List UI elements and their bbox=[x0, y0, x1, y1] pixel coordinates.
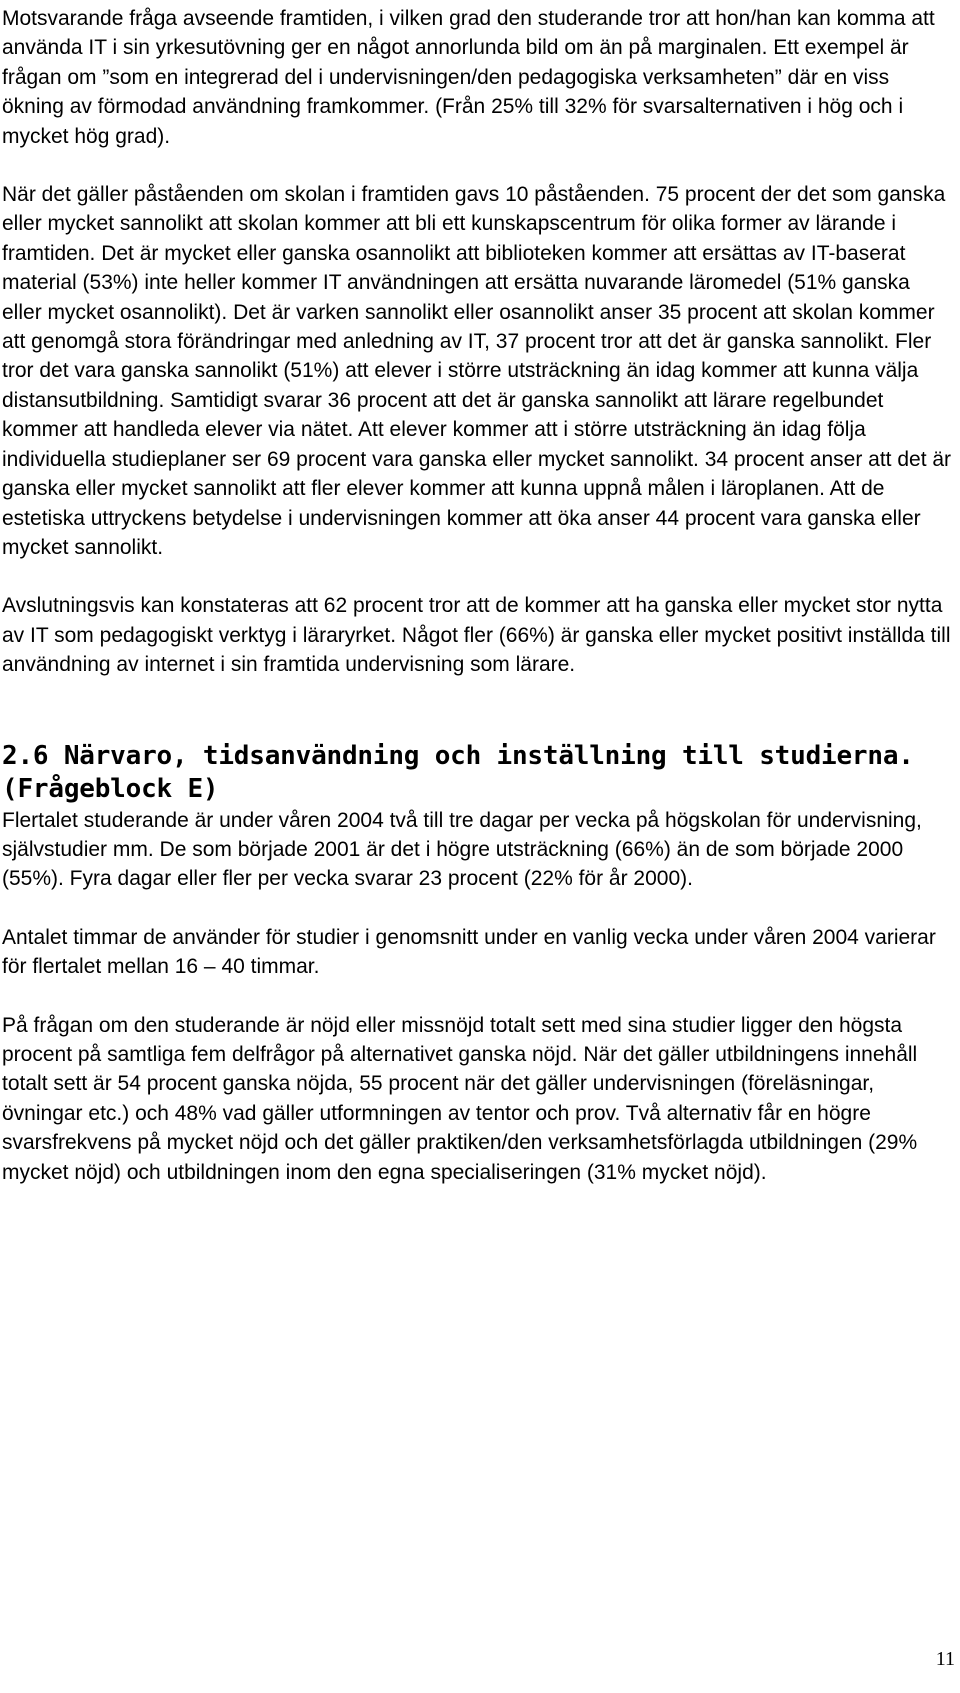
paragraph-it-future-use: Motsvarande fråga avseende framtiden, i vilken grad den studerande tror att hon/han kan komma att använda IT i sin yrkesutövning ger en något annorlunda bild om än på marginalen. Ett exempel är frågan om ”som en integrerad del i undervisningen/den pedagogiska verksamheten” där en viss ökning av förmodad användning framkommer. (Från 25% till 32% för svarsalternativen i hög och i mycket hög grad). bbox=[2, 7, 935, 148]
paragraph-gap bbox=[2, 982, 952, 1011]
paragraph-attendance: Flertalet studerande är under våren 2004 två till tre dagar per vecka på högskolan för undervisning, självstudier mm. De som började 2001 är det i högre utsträckning (66%) än de som började 2000 (55%). Fyra dagar eller fler per vecka svarar 23 procent (22% för år 2000). bbox=[2, 808, 922, 891]
paragraph-gap bbox=[2, 151, 952, 180]
paragraph-gap bbox=[2, 562, 952, 591]
section-gap bbox=[2, 680, 952, 740]
page-number: 11 bbox=[935, 1648, 955, 1670]
paragraph-satisfaction: På frågan om den studerande är nöjd eller missnöjd totalt sett med sina studier ligger den högsta procent på samtliga fem delfrågor på alternativet ganska nöjd. När det gäller utbildningens innehåll totalt sett är 54 procent ganska nöjda, 55 procent när det gäller undervisningen (föreläsningar, övningar etc.) och 48% vad gäller utformningen av tentor och prov. Två alternativ får en högre svarsfrekvens på mycket nöjd och det gäller praktiken/den verksamhetsförlagda utbildningen (29% mycket nöjd) och utbildningen inom den egna specialiseringen (31% mycket nöjd). bbox=[2, 1013, 918, 1184]
paragraph-study-hours: Antalet timmar de använder för studier i genomsnitt under en vanlig vecka under våren 2004 varierar för flertalet mellan 16 – 40 timmar. bbox=[2, 925, 936, 979]
section-heading-title: 2.6 Närvaro, tidsanvändning och inställning till studierna. bbox=[2, 740, 914, 771]
paragraph-gap bbox=[2, 894, 952, 923]
section-heading-subtitle: (Frågeblock E) bbox=[2, 773, 219, 804]
section-heading bbox=[2, 740, 952, 806]
paragraph-school-future-statements: När det gäller påståenden om skolan i framtiden gavs 10 påståenden. 75 procent der det som ganska eller mycket sannolikt att skolan kommer att bli ett kunskapscentrum för olika former av lärande i framtiden. Det är mycket eller ganska osannolikt att biblioteken kommer att ersättas av IT-baserat material (53%) inte heller kommer IT användningen att ersätta nuvarande läromedel (51% ganska eller mycket osannolikt). Det är varken sannolikt eller osannolikt anser 35 procent att skolan kommer att genomgå stora förändringar med anledning av IT, 37 procent tror att det är ganska sannolikt. Fler tror det vara ganska sannolikt (51%) att elever i större utsträckning än idag kommer att kunna välja distansutbildning. Samtidigt svarar 36 procent att det är ganska sannolikt att lärare regelbundet kommer att handleda elever via nätet. Att elever kommer att i större utsträckning än idag följa individuella studieplaner ser 69 procent vara ganska eller mycket sannolikt. 34 procent anser att det är ganska eller mycket sannolikt att fler elever kommer att kunna uppnå målen i läroplanen. Att de estetiska uttryckens betydelse i undervisningen kommer att öka anser 44 procent vara ganska eller mycket sannolikt. bbox=[2, 183, 952, 559]
paragraph-conclusion: Avslutningsvis kan konstateras att 62 procent tror att de kommer att ha ganska eller mycket stor nytta av IT som pedagogiskt verktyg i läraryrket. Något fler (66%) är ganska eller mycket positivt inställda till användning av internet i sin framtida undervisning som lärare. bbox=[2, 594, 951, 677]
document-page bbox=[2, 4, 952, 1187]
